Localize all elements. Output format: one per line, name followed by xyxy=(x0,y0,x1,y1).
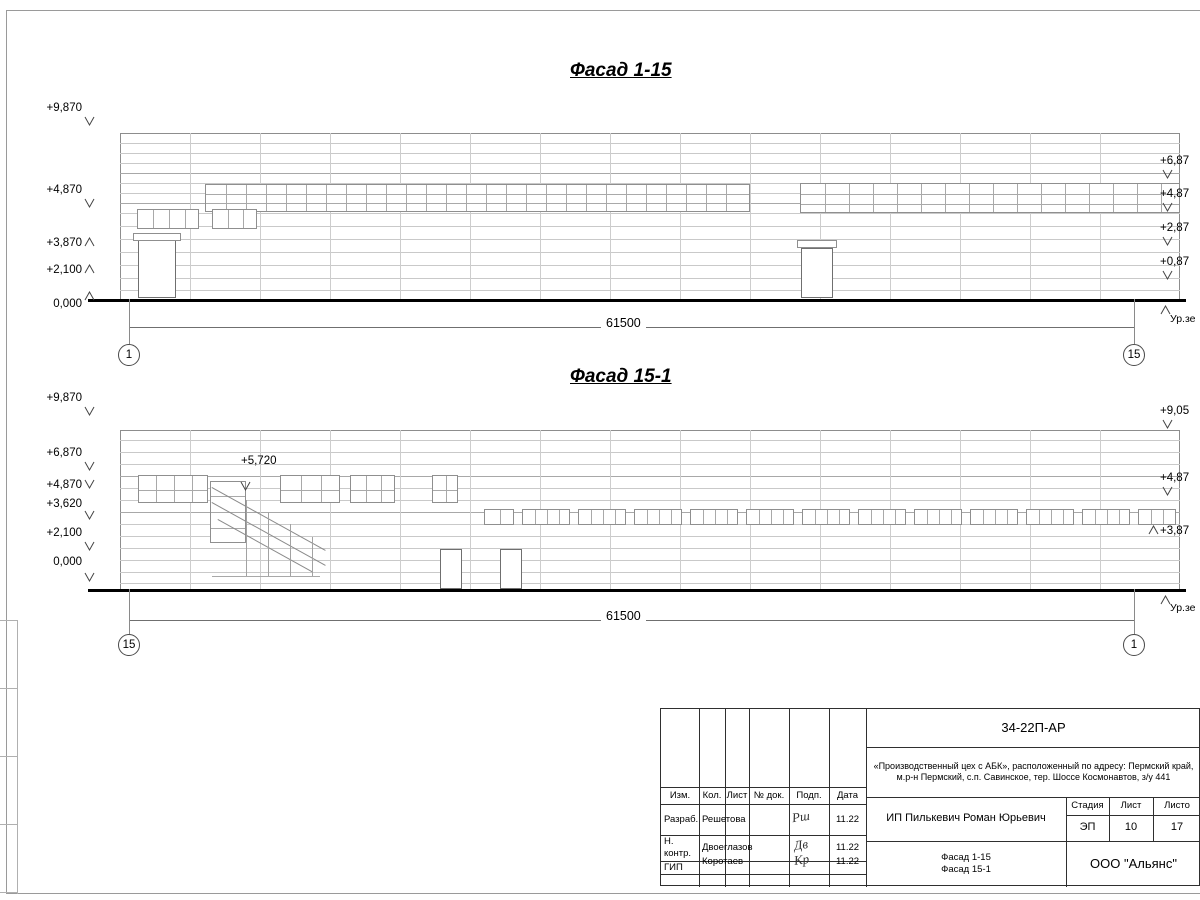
role-label-developer: Разраб. xyxy=(664,813,699,825)
panel-line xyxy=(120,548,1180,549)
module-line xyxy=(470,430,471,590)
module-line xyxy=(680,133,681,300)
module-line xyxy=(190,430,191,590)
module-line xyxy=(890,133,891,300)
role-label-gip: ГИП xyxy=(664,861,683,873)
panel-line xyxy=(120,226,1180,227)
level-mark-icon xyxy=(84,264,95,275)
module-line xyxy=(960,133,961,300)
window-unit xyxy=(350,475,395,503)
stamp-divider xyxy=(866,747,1200,748)
module-line xyxy=(260,430,261,590)
axis-stem xyxy=(1134,299,1135,344)
window-unit xyxy=(746,509,794,525)
module-line xyxy=(330,430,331,590)
level-label: +6,87 xyxy=(1160,155,1190,167)
door xyxy=(500,549,522,589)
sheet-title-line-2: Фасад 15-1 xyxy=(941,864,991,875)
panel-line xyxy=(120,290,1180,291)
object-description: «Производственный цех с АБК», расположенный по адресу: Пермский край, м.р-н Пермский, с.п. Савинское, тер. Шоссе Космонавтов, з/у 441 xyxy=(873,760,1194,782)
revision-header-izm: Изм. xyxy=(669,789,691,801)
window-unit xyxy=(634,509,682,525)
window-unit xyxy=(1026,509,1074,525)
stair-post xyxy=(268,512,269,576)
sheet-title-line-1: Фасад 1-15 xyxy=(941,852,991,864)
panel-line xyxy=(120,488,1180,489)
sheets-value: 17 xyxy=(1170,821,1184,834)
entrance-door-left xyxy=(138,240,176,298)
level-mark-icon xyxy=(84,572,95,583)
role-label-inspector: Н. контр. xyxy=(664,836,692,859)
window-unit xyxy=(522,509,570,525)
facade-top-building-outline xyxy=(120,133,1180,300)
level-label: +9,870 xyxy=(46,392,82,404)
panel-line xyxy=(120,440,1180,441)
level-mark-icon xyxy=(84,237,95,248)
panel-line xyxy=(120,143,1180,144)
window-unit xyxy=(690,509,738,525)
level-mark-icon xyxy=(84,291,95,302)
axis-bubble-left: 15 xyxy=(118,634,140,656)
sheet-left-margin-strip xyxy=(0,620,18,894)
entrance-canopy xyxy=(133,233,181,241)
level-mark-icon xyxy=(84,461,95,472)
level-mark-icon xyxy=(1162,270,1173,281)
date-developer: 11.22 xyxy=(835,813,860,825)
sheet-value: 10 xyxy=(1124,821,1138,834)
name-developer: Решетова xyxy=(702,813,746,825)
window-unit xyxy=(858,509,906,525)
module-line xyxy=(1100,133,1101,300)
panel-line xyxy=(120,572,1180,573)
left-strip-cell xyxy=(0,689,17,757)
stair-post xyxy=(312,537,313,576)
level-label: +4,87 xyxy=(1160,188,1190,200)
stage-value: ЭП xyxy=(1079,821,1096,834)
panel-line xyxy=(120,213,1180,214)
revision-header-list: Лист xyxy=(726,789,748,801)
facade-top-title: Фасад 1-15 xyxy=(570,60,672,81)
window-unit xyxy=(914,509,962,525)
facade-bottom-title: Фасад 15-1 xyxy=(570,366,672,387)
module-line xyxy=(1030,133,1031,300)
panel-line xyxy=(120,536,1180,537)
module-line xyxy=(260,133,261,300)
level-mark-icon xyxy=(240,481,251,492)
entrance-door-right xyxy=(801,248,833,298)
stair-post xyxy=(290,524,291,576)
panel-line xyxy=(120,265,1180,266)
panel-line xyxy=(120,560,1180,561)
document-code: 34-22П-АР xyxy=(1001,719,1066,735)
level-mark-icon xyxy=(1148,525,1159,536)
date-inspector: 11.22 xyxy=(835,842,860,854)
title-block xyxy=(660,708,1200,886)
level-mark-icon xyxy=(1162,202,1173,213)
window-unit xyxy=(970,509,1018,525)
left-strip-cell xyxy=(0,757,17,825)
ground-level-note: Ур.зе xyxy=(1170,313,1196,325)
axis-bubble-left: 1 xyxy=(118,344,140,366)
panel-line xyxy=(120,500,1180,501)
panel-line xyxy=(120,583,1180,584)
signature-developer: Рш xyxy=(790,807,811,826)
name-gip: Коротаев xyxy=(702,856,744,868)
module-line xyxy=(540,133,541,300)
level-label: +3,620 xyxy=(46,498,82,510)
window-unit xyxy=(280,475,340,503)
panel-line xyxy=(120,452,1180,453)
stage-header: Стадия xyxy=(1071,800,1104,812)
revision-header-podp: Подп. xyxy=(796,789,822,801)
axis-bubble-right: 1 xyxy=(1123,634,1145,656)
ribbon-window-band xyxy=(205,184,750,212)
axis-stem xyxy=(129,589,130,634)
stair-base-line xyxy=(212,576,320,577)
stair-post xyxy=(246,500,247,576)
sheets-header: Листо xyxy=(1164,800,1190,812)
level-mark-icon xyxy=(1162,236,1173,247)
module-line xyxy=(330,133,331,300)
level-mark-icon xyxy=(1162,169,1173,180)
ground-line xyxy=(88,299,1186,302)
ground-level-note: Ур.зе xyxy=(1170,602,1196,614)
level-label: 0,000 xyxy=(53,556,82,568)
level-mark-icon xyxy=(84,406,95,417)
level-mark-icon xyxy=(84,479,95,490)
axis-stem xyxy=(129,299,130,344)
level-label: +2,100 xyxy=(46,264,82,276)
revision-header-kol: Кол. xyxy=(702,789,722,801)
left-strip-cell xyxy=(0,825,17,893)
sheet-title xyxy=(866,841,1066,887)
panel-line xyxy=(120,153,1180,154)
module-line xyxy=(400,430,401,590)
level-label: +4,870 xyxy=(46,184,82,196)
revision-header-ndok: № док. xyxy=(753,789,785,801)
axis-stem xyxy=(1134,589,1135,634)
level-mark-icon xyxy=(84,541,95,552)
module-line xyxy=(610,133,611,300)
window-unit xyxy=(1082,509,1130,525)
window-unit xyxy=(802,509,850,525)
level-label: +0,87 xyxy=(1160,256,1190,268)
level-mark-icon xyxy=(84,198,95,209)
overall-dimension-value: 61500 xyxy=(601,316,646,330)
level-mark-icon xyxy=(1162,419,1173,430)
level-label: +3,87 xyxy=(1160,525,1190,537)
door xyxy=(440,549,462,589)
level-label: +3,870 xyxy=(46,237,82,249)
signature-inspector: Дв xyxy=(792,836,809,853)
level-label: +2,100 xyxy=(46,527,82,539)
level-label: +6,870 xyxy=(46,447,82,459)
revision-header-data: Дата xyxy=(836,789,859,801)
panel-line xyxy=(120,239,1180,240)
window-unit xyxy=(578,509,626,525)
window-unit xyxy=(432,475,458,503)
panel-line xyxy=(120,163,1180,164)
module-line xyxy=(400,133,401,300)
module-line xyxy=(470,133,471,300)
company-name: ООО "Альянс" xyxy=(1090,855,1177,871)
panel-line xyxy=(120,252,1180,253)
signature-gip: Кр xyxy=(792,851,811,868)
customer-name: ИП Пилькевич Роман Юрьевич xyxy=(886,812,1046,825)
window-unit xyxy=(484,509,514,525)
level-label: +4,870 xyxy=(46,479,82,491)
level-label-stair: +5,720 xyxy=(241,455,277,467)
window-grid-right xyxy=(800,183,1180,213)
name-inspector: Двоеглазов xyxy=(702,842,753,854)
level-label: +2,87 xyxy=(1160,222,1190,234)
panel-line xyxy=(120,173,1180,174)
level-label: 0,000 xyxy=(53,298,82,310)
window-unit xyxy=(1138,509,1176,525)
level-mark-icon xyxy=(84,116,95,127)
window-unit xyxy=(138,475,208,503)
entrance-canopy xyxy=(797,240,837,248)
level-label: +9,870 xyxy=(46,102,82,114)
window-unit xyxy=(212,209,257,229)
overall-dimension-value: 61500 xyxy=(601,609,646,623)
window-unit xyxy=(137,209,199,229)
ground-line xyxy=(88,589,1186,592)
panel-line xyxy=(120,278,1180,279)
level-label: +9,05 xyxy=(1160,405,1190,417)
sheet-header: Лист xyxy=(1120,800,1142,812)
level-mark-icon xyxy=(84,510,95,521)
panel-line xyxy=(120,476,1180,477)
module-line xyxy=(750,133,751,300)
date-gip: 11.22 xyxy=(835,856,860,868)
level-mark-icon xyxy=(1162,486,1173,497)
stamp-divider xyxy=(661,874,866,875)
axis-bubble-right: 15 xyxy=(1123,344,1145,366)
left-strip-cell xyxy=(0,621,17,689)
level-label: +4,87 xyxy=(1160,472,1190,484)
